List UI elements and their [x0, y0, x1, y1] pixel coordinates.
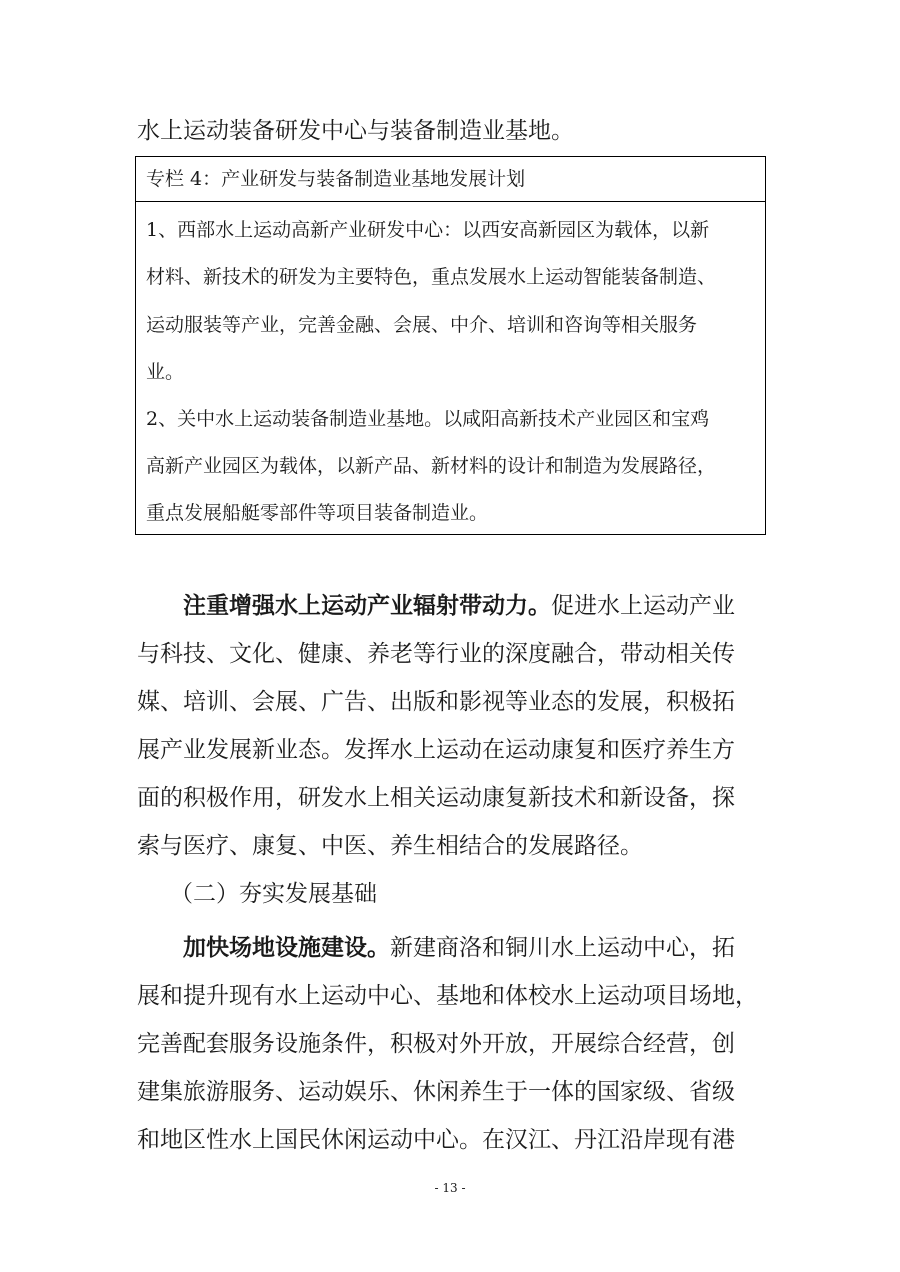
- para1-line: 面的积极作用，研发水上相关运动康复新技术和新设备，探: [137, 785, 735, 811]
- box-item1-line: 业。: [146, 361, 185, 383]
- box-item1-line: 1、西部水上运动高新产业研发中心：以西安高新园区为载体，以新: [146, 219, 710, 241]
- box-item2-line: 高新产业园区为载体，以新产品、新材料的设计和制造为发展路径，: [146, 455, 717, 477]
- box-item1-line: 运动服装等产业，完善金融、会展、中介、培训和咨询等相关服务: [146, 314, 698, 336]
- para2-first-line: [183, 933, 735, 963]
- para2-line: 完善配套服务设施条件，积极对外开放，开展综合经营，创: [137, 1031, 735, 1057]
- box-title: 专栏 4：产业研发与装备制造业基地发展计划: [146, 168, 526, 190]
- para1-line: 媒、培训、会展、广告、出版和影视等业态的发展，积极拓: [137, 689, 735, 715]
- box-item2-line: 重点发展船艇零部件等项目装备制造业。: [146, 502, 489, 524]
- para2-line: 展和提升现有水上运动中心、基地和体校水上运动项目场地，: [137, 983, 758, 1009]
- box-item2-line: 2、关中水上运动装备制造业基地。以咸阳高新技术产业园区和宝鸡: [146, 408, 710, 430]
- section-heading: （二）夯实发展基础: [170, 881, 377, 907]
- para1-lead: 注重增强水上运动产业辐射带动力。: [183, 593, 551, 619]
- para2-line: 建集旅游服务、运动娱乐、休闲养生于一体的国家级、省级: [137, 1079, 735, 1105]
- para2-line: 新建商洛和铜川水上运动中心，拓: [390, 935, 735, 961]
- intro-line: 水上运动装备研发中心与装备制造业基地。: [137, 118, 574, 144]
- para1-first-line: [183, 591, 735, 621]
- box-item1-line: 材料、新技术的研发为主要特色，重点发展水上运动智能装备制造、: [146, 266, 717, 288]
- column-box: [135, 156, 766, 535]
- box-divider: [136, 201, 765, 202]
- para1-line: 与科技、文化、健康、养老等行业的深度融合，带动相关传: [137, 641, 735, 667]
- para2-lead: 加快场地设施建设。: [183, 935, 390, 961]
- para1-line: 索与医疗、康复、中医、养生相结合的发展路径。: [137, 833, 643, 859]
- page-number: - 13 -: [434, 1181, 466, 1195]
- para1-line: 促进水上运动产业: [551, 593, 735, 619]
- para2-line: 和地区性水上国民休闲运动中心。在汉江、丹江沿岸现有港: [137, 1127, 735, 1153]
- para1-line: 展产业发展新业态。发挥水上运动在运动康复和医疗养生方: [137, 737, 735, 763]
